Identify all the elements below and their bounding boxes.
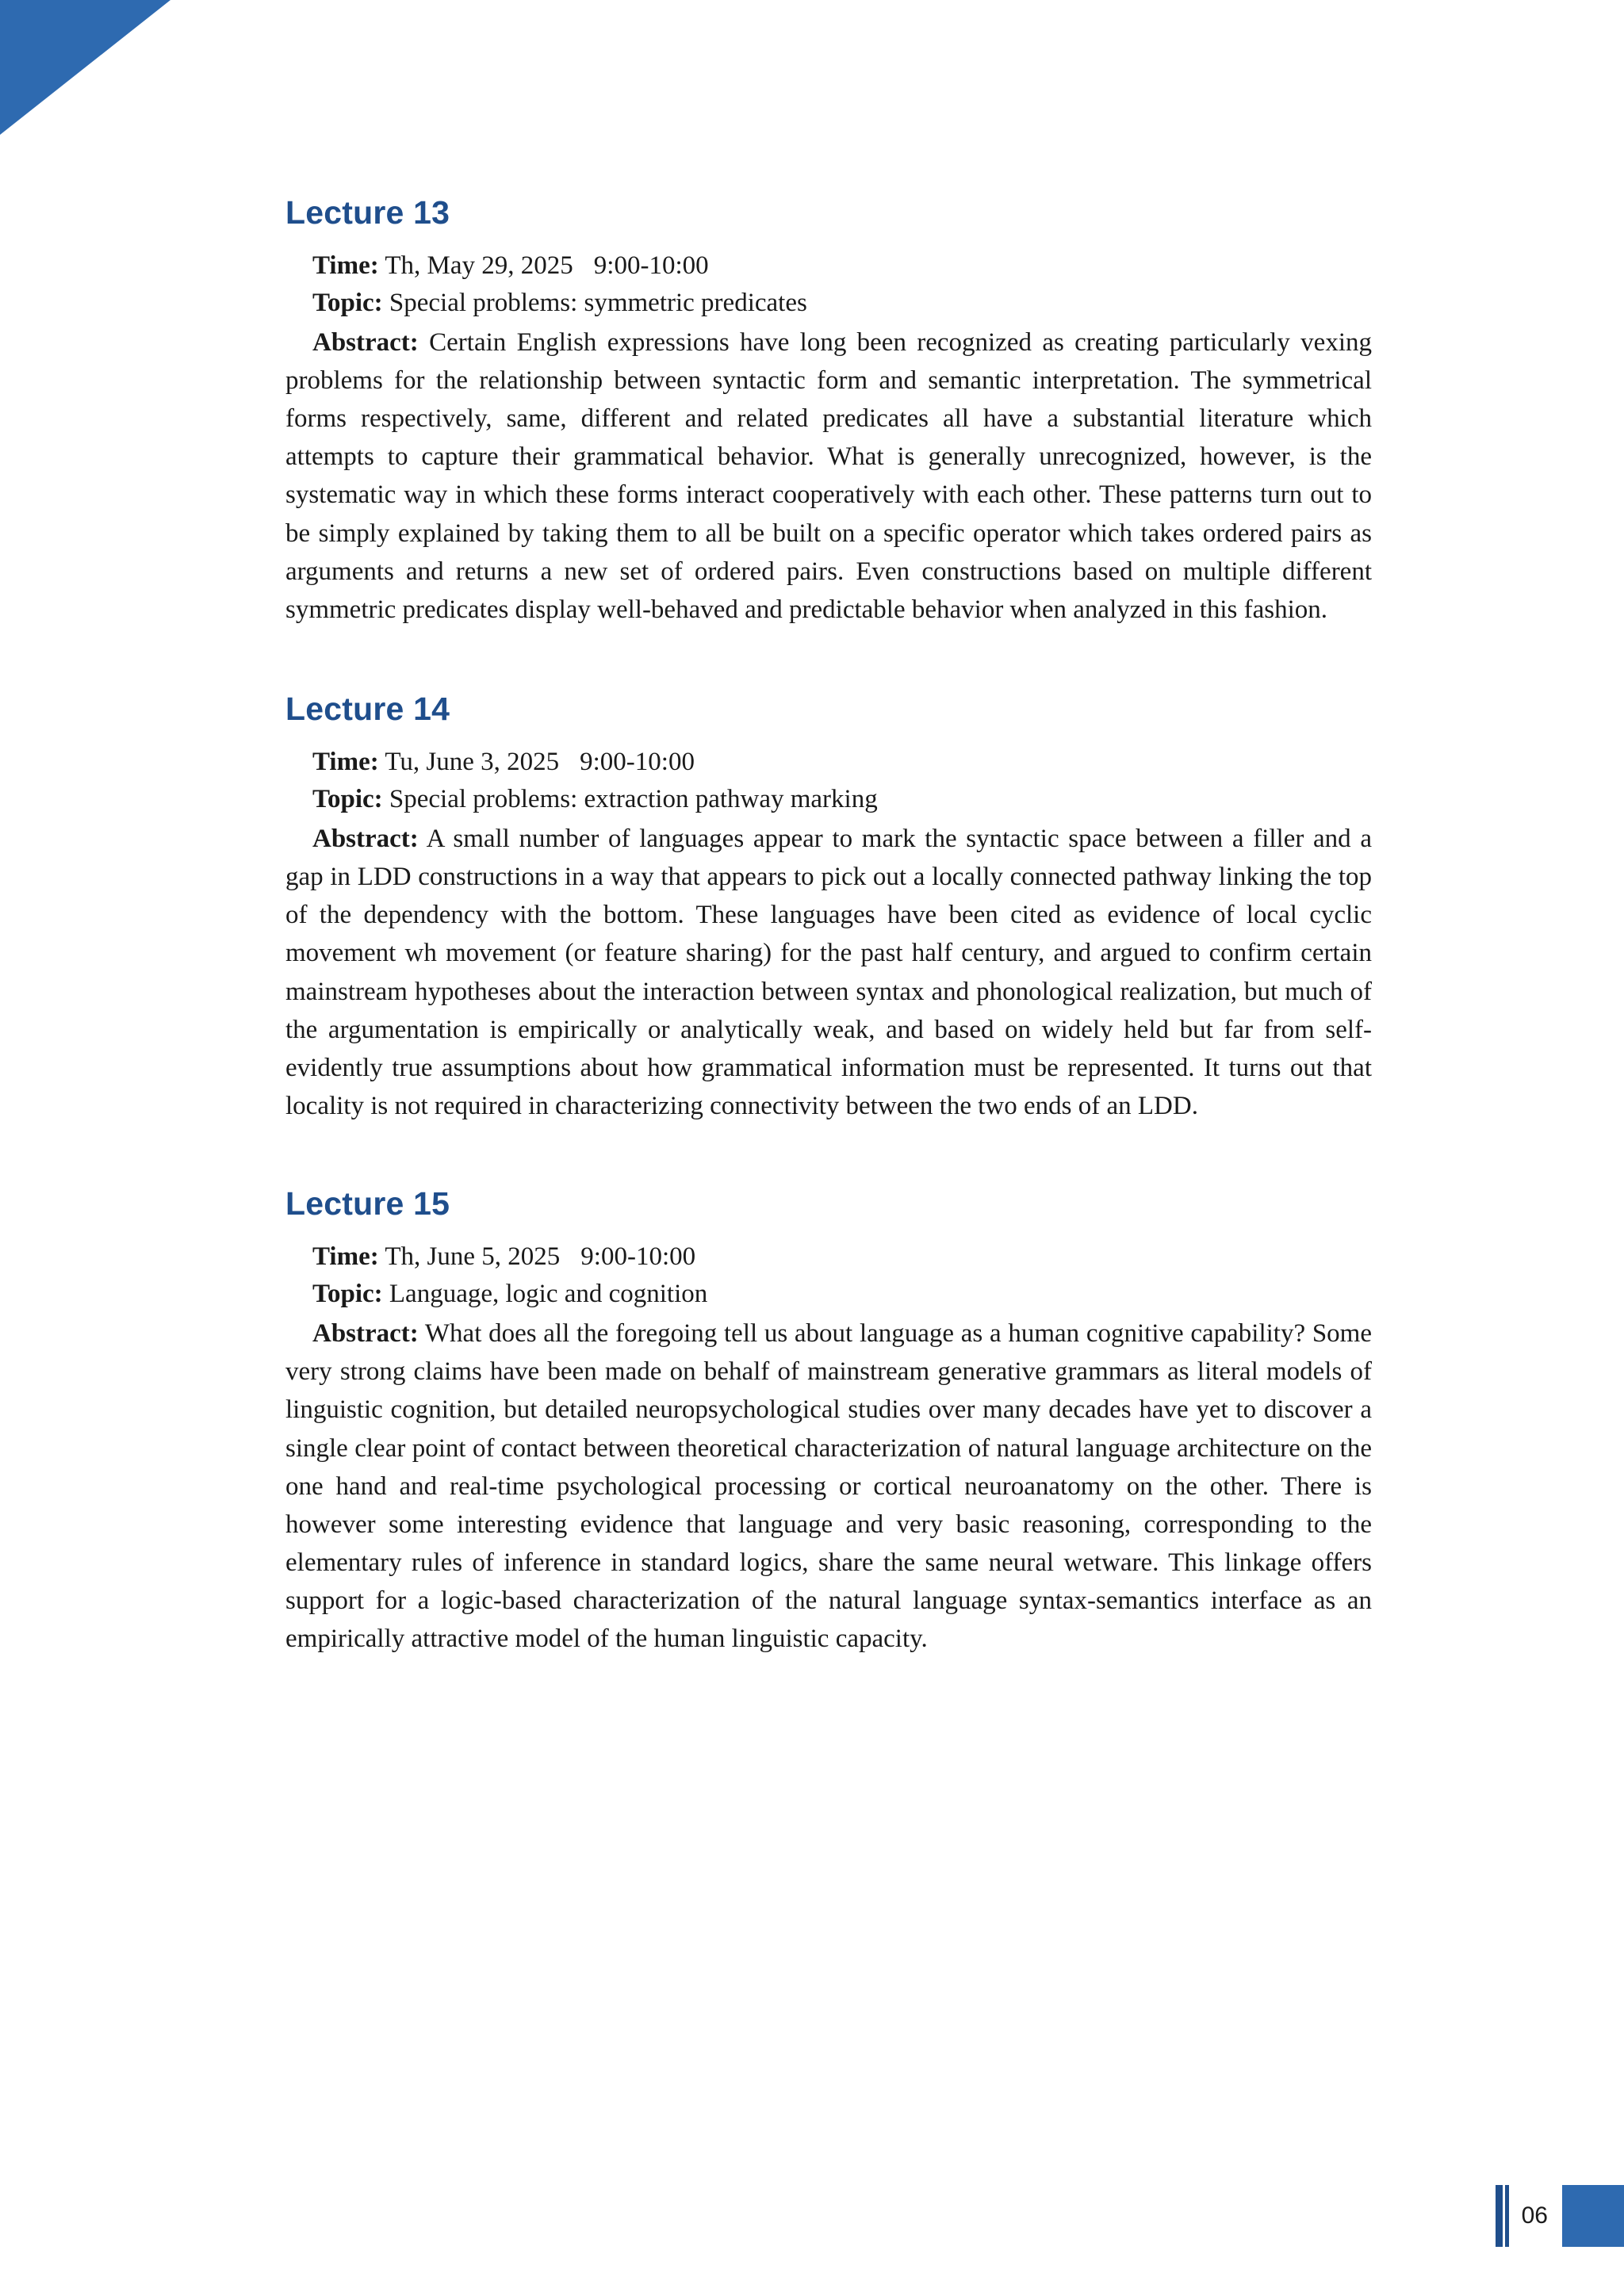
lecture-heading: Lecture 15 — [285, 1185, 450, 1223]
topic-value: Special problems: extraction pathway marking — [389, 785, 878, 814]
footer-accent-square — [1562, 2185, 1624, 2247]
corner-decoration-triangle — [0, 0, 170, 135]
lecture-time-line — [285, 249, 1372, 283]
time-value-wrap — [385, 1242, 695, 1271]
page-footer — [1496, 2185, 1624, 2247]
lecture-time-line — [285, 1240, 1372, 1274]
abstract-text: What does all the foregoing tell us about language as a human cognitive capability? Some very strong claims have been made on behalf of mainstream generative grammars as literal models of linguistic cognition, but detailed neuropsychological studies over many decades have yet to discover a single clear point of contact between theoretical characterization of natural language architecture on the one hand and real-time psychological processing or cortical neuroanatomy on the other. There is however some interesting evidence that language and very basic reasoning, corresponding to the elementary rules of inference in standard logics, share the same neural wetware. This linkage offers support for a logic-based characterization of the natural language syntax-semantics interface as an empirically attractive model of the human linguistic capacity. — [285, 1319, 1372, 1654]
time-range: 9:00-10:00 — [580, 748, 695, 777]
abstract-text: A small number of languages appear to mark the syntactic space between a filler and a gap in LDD constructions in a way that appears to pick out a locally connected pathway linking the top of the dependency with the bottom. These languages have been cited as evidence of local cyclic movement wh movement (or feature sharing) for the past half century, and argued to confirm certain mainstream hypotheses about the interaction between syntax and phonological realization, but much of the argumentation is empirically or analytically weak, and based on widely held but far from self-evidently true assumptions about how grammatical information must be represented. It turns out that locality is not required in characterizing connectivity between the two ends of an LDD. — [285, 824, 1372, 1121]
time-value-wrap — [385, 748, 695, 776]
lecture-heading: Lecture 13 — [285, 194, 450, 231]
time-date: Tu, June 3, 2025 — [385, 748, 560, 777]
time-range: 9:00-10:00 — [580, 1242, 696, 1272]
page-number: 06 — [1521, 2202, 1548, 2229]
lecture-abstract — [285, 323, 1372, 629]
time-date: Th, May 29, 2025 — [385, 251, 573, 280]
time-label: Time: — [312, 1242, 379, 1272]
abstract-label: Abstract: — [312, 824, 419, 853]
time-label: Time: — [312, 748, 379, 777]
topic-value: Language, logic and cognition — [389, 1280, 708, 1309]
abstract-label: Abstract: — [312, 327, 419, 357]
abstract-label: Abstract: — [312, 1319, 419, 1349]
lecture-abstract — [285, 820, 1372, 1125]
lecture-topic-line — [285, 286, 1372, 320]
topic-value: Special problems: symmetric predicates — [389, 288, 807, 317]
lecture-abstract — [285, 1314, 1372, 1659]
lecture-section — [285, 691, 1372, 1125]
lecture-time-line — [285, 745, 1372, 779]
time-label: Time: — [312, 251, 379, 280]
lecture-heading: Lecture 14 — [285, 691, 450, 728]
topic-label: Topic: — [312, 785, 383, 814]
footer-rule-thin — [1505, 2185, 1509, 2247]
time-range: 9:00-10:00 — [593, 251, 709, 280]
lecture-topic-line — [285, 1277, 1372, 1311]
time-date: Th, June 5, 2025 — [385, 1242, 561, 1272]
topic-label: Topic: — [312, 288, 383, 317]
time-value-wrap — [385, 251, 708, 280]
page-content — [285, 194, 1372, 1706]
lecture-section — [285, 1185, 1372, 1658]
abstract-text: Certain English expressions have long been recognized as creating particularly vexing problems for the relationship between syntactic form and semantic interpretation. The symmetrical forms respectively, same, different and related predicates all have a substantial literature which attempts to capture their grammatical behavior. What is generally unrecognized, however, is the systematic way in which these forms interact cooperatively with each other. These patterns turn out to be simply explained by taking them to all be built on a specific operator which takes ordered pairs as arguments and returns a new set of ordered pairs. Even constructions based on multiple different symmetric predicates display well-behaved and predictable behavior when analyzed in this fashion. — [285, 327, 1372, 624]
lecture-section — [285, 194, 1372, 629]
footer-rule-thick — [1496, 2185, 1503, 2247]
lecture-topic-line — [285, 783, 1372, 817]
topic-label: Topic: — [312, 1280, 383, 1309]
